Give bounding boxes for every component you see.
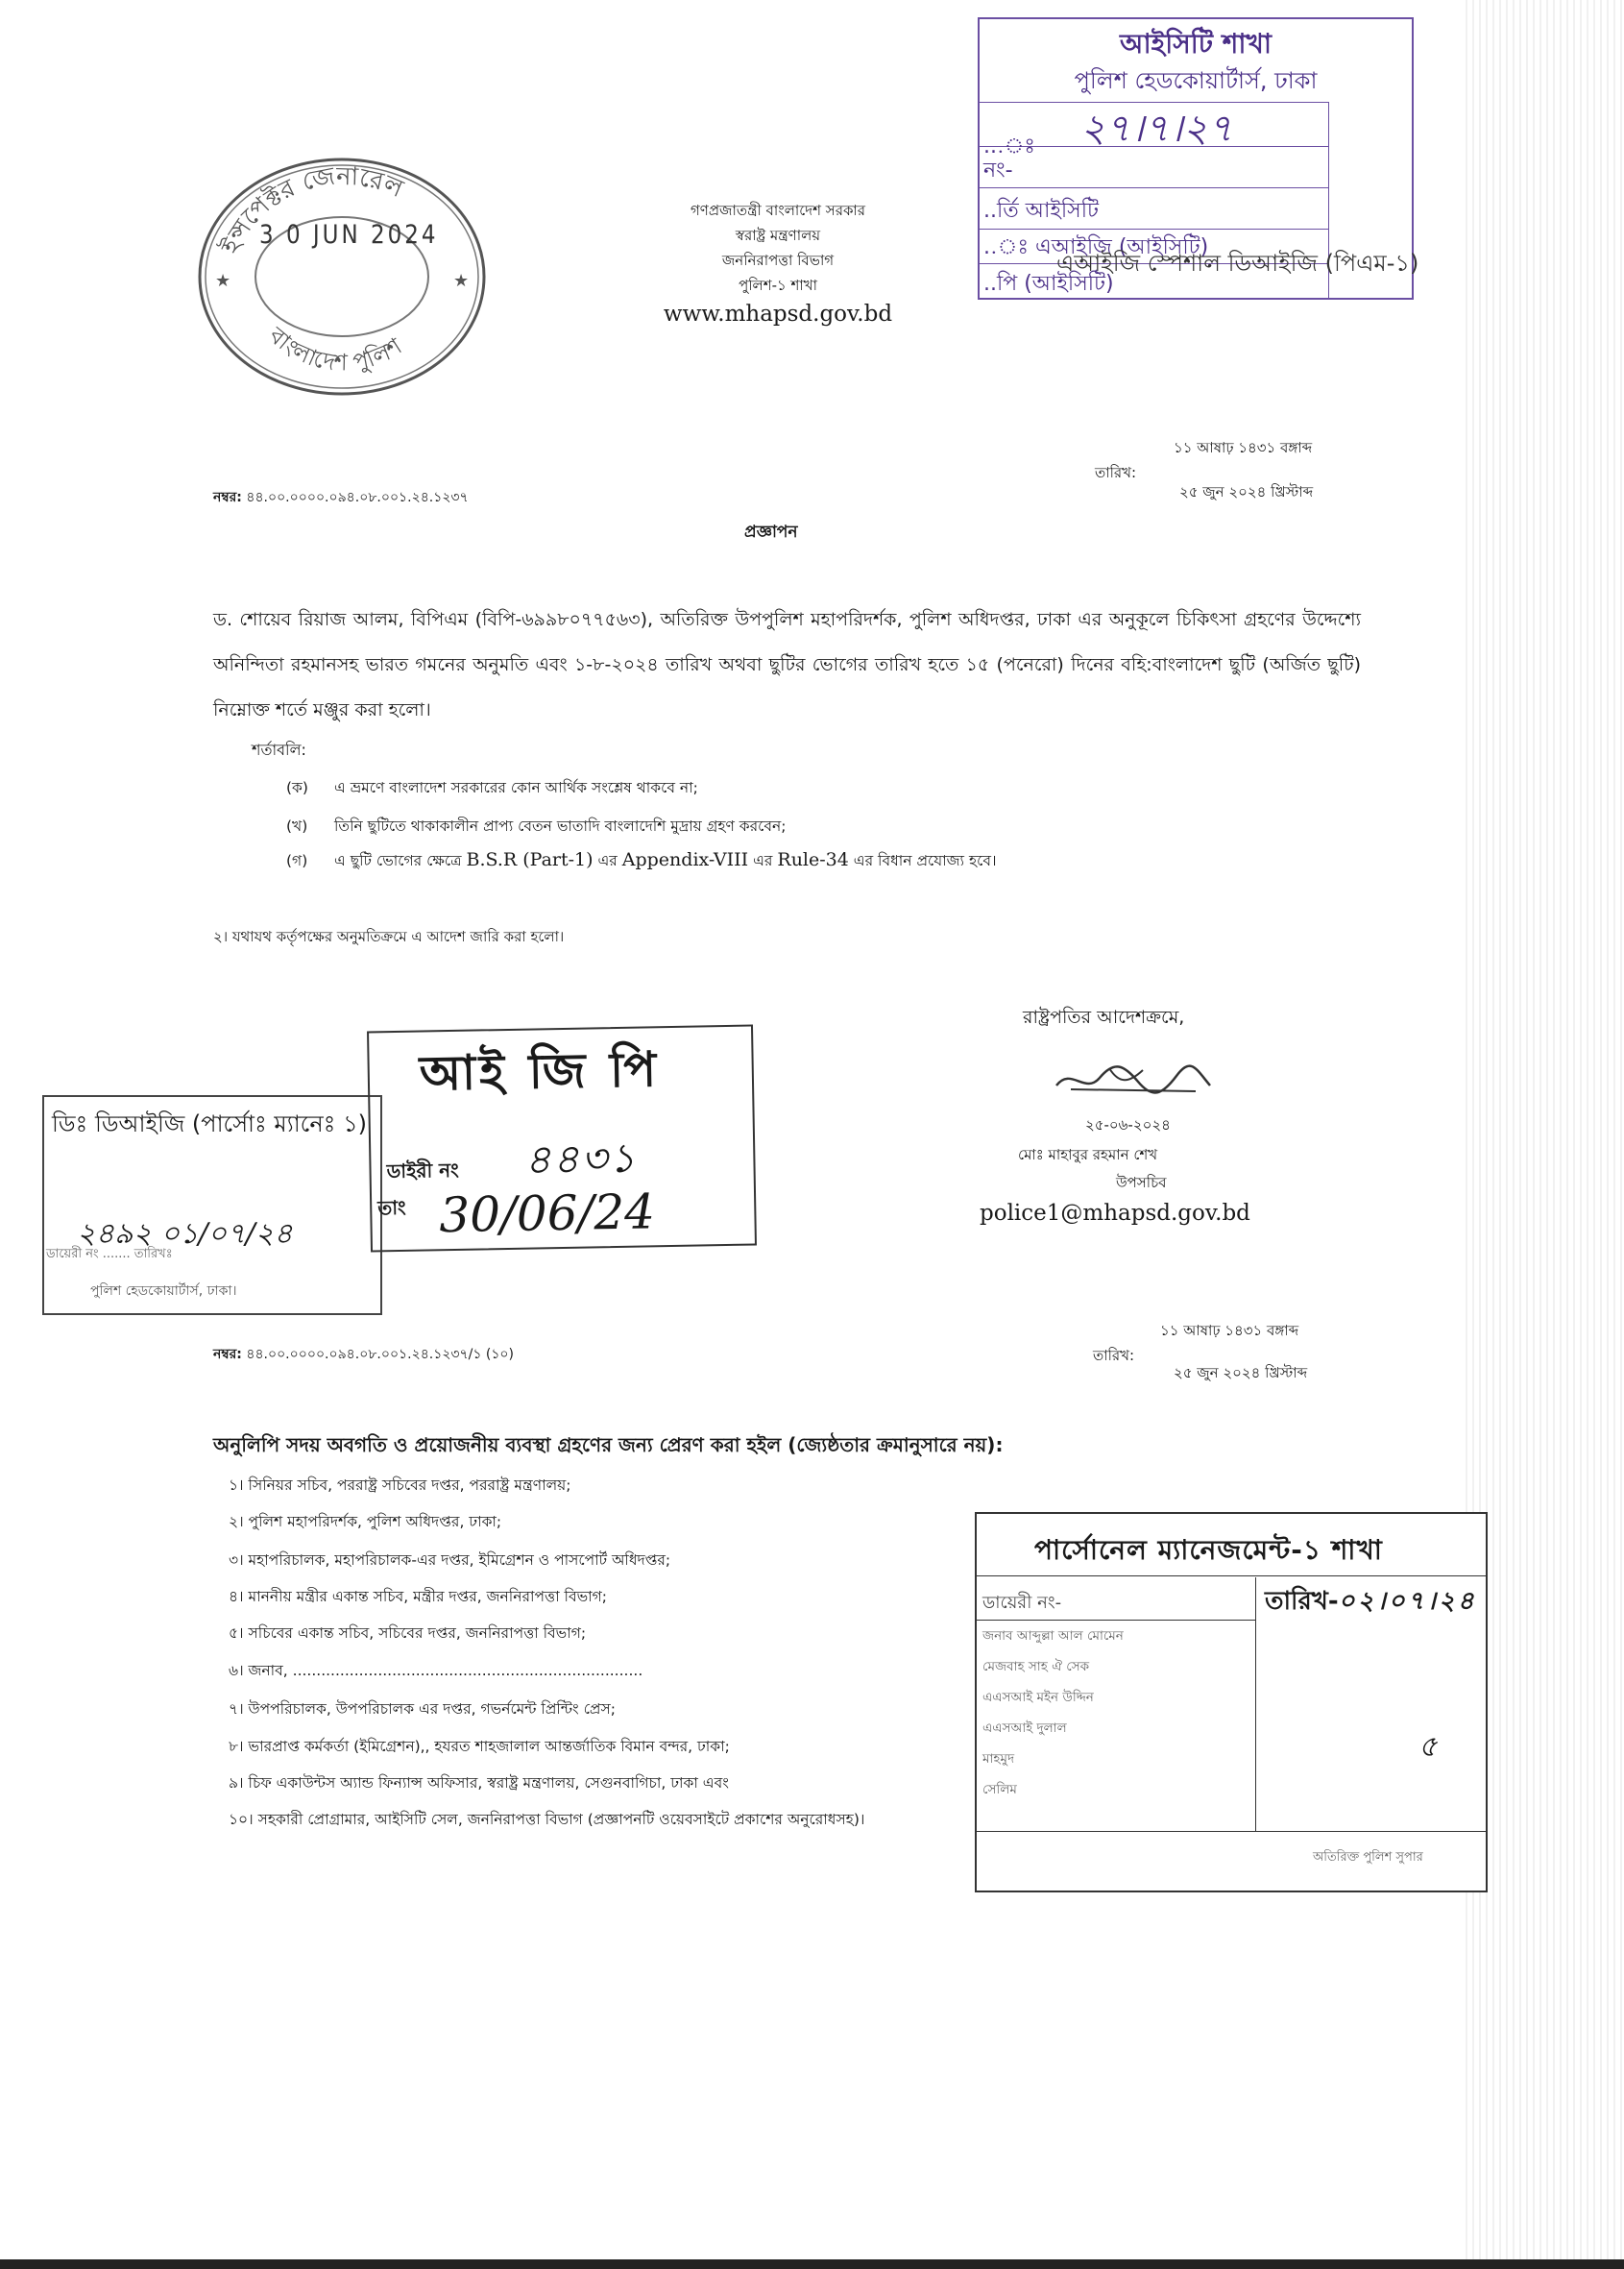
condition-item	[286, 776, 698, 801]
condition-marker: (গ)	[286, 852, 308, 869]
memo-date-label: তারিখ:	[1095, 464, 1137, 481]
pm-name: জনাব আব্দুল্লা আল মোমেন	[982, 1628, 1124, 1644]
condition-item	[286, 849, 997, 874]
cc-list-item: ৮। ভারপ্রাপ্ত কর্মকর্তা (ইমিগ্রেশন),, হযরত শাহজালাল আন্তর্জাতিক বিমান বন্দর, ঢাকা;	[229, 1738, 730, 1755]
scan-bottom-bar	[0, 2259, 1624, 2269]
svg-text:বাংলাদেশ পুলিশ	[263, 321, 407, 376]
signatory-email: police1@mhapsd.gov.bd	[980, 1201, 1250, 1226]
ict-row-4-overlay: এআইজি স্পেশাল ডিআইজি (পিএম-১)	[1056, 250, 1419, 277]
condition-text: এ ভ্রমণে বাংলাদেশ সরকারের কোন আর্থিক সংশ্লেষ থাকবে না;	[334, 779, 698, 796]
ict-diary-number: ২৭।৭।২৭	[1080, 107, 1233, 151]
memo-number-label: নম্বর:	[213, 490, 242, 505]
pm-stamp-title: পার্সোনেল ম্যানেজমেন্ট-১ শাখা	[1034, 1534, 1383, 1566]
seal-star-right: ★	[453, 271, 470, 291]
condition-text: এর বিধান প্রযোজ্য হবে।	[853, 852, 997, 869]
condition-item	[286, 815, 786, 840]
condition-marker: (ক)	[286, 779, 308, 796]
memo-date-en: ২৫ জুন ২০২৪ খ্রিস্টাব্দ	[1179, 483, 1314, 500]
pm-name: এএসআই দুলাল	[982, 1720, 1067, 1736]
notification-title: প্রজ্ঞাপন	[744, 523, 798, 542]
ict-row-5: ..পি (আইসিটি)	[983, 272, 1114, 296]
seal-top-text: ইন্সপেক্টর জেনারেল	[215, 161, 408, 258]
ict-branch-stamp	[978, 17, 1419, 300]
pm-handwritten-mark: ৫	[1418, 1730, 1438, 1764]
pm-name: মেজবাহ সাহ ঐ সেক	[982, 1659, 1090, 1674]
seal-star-left: ★	[215, 271, 231, 291]
seal-bottom-text: বাংলাদেশ পুলিশ	[263, 322, 407, 377]
cc-list-item: ৫। সচিবের একান্ত সচিব, সচিবের দপ্তর, জননিরাপত্তা বিভাগ;	[229, 1624, 587, 1642]
signature-heading: রাষ্ট্রপতির আদেশক্রমে,	[1023, 1007, 1185, 1028]
memo2-date-en: ২৫ জুন ২০২৪ খ্রিস্টাব্দ	[1174, 1364, 1308, 1381]
dig-stamp-bottom: পুলিশ হেডকোয়ার্টার্স, ঢাকা।	[90, 1283, 237, 1299]
memo2-number	[213, 1343, 514, 1366]
ict-no-label: নং-	[983, 159, 1013, 183]
pm-diary-label: ডায়েরী নং-	[982, 1593, 1062, 1613]
memo-date-bn: ১১ আষাঢ় ১৪৩১ বঙ্গাব্দ	[1174, 439, 1313, 456]
condition-text: এর	[753, 852, 773, 869]
pm-name: সেলিম	[982, 1782, 1017, 1797]
header-government: গণপ্রজাতন্ত্রী বাংলাদেশ সরকার	[690, 202, 866, 219]
pm-stamp-footer: অতিরিক্ত পুলিশ সুপার	[1313, 1850, 1423, 1865]
scan-edge-lines	[1461, 0, 1624, 2269]
header-division: জননিরাপত্তা বিভাগ	[721, 252, 835, 269]
igp-date-value: 30/06/24	[438, 1183, 656, 1244]
memo-number-value: ৪৪.০০.০০০০.০৯৪.০৮.০০১.২৪.১২৩৭	[246, 490, 469, 505]
order-paragraph-2: ২। যথাযথ কর্তৃপক্ষের অনুমতিক্রমে এ আদেশ জারি করা হলো।	[213, 928, 565, 945]
pm-name: মাহমুদ	[982, 1751, 1015, 1767]
pm-name: এএসআই মইন উদ্দিন	[982, 1690, 1094, 1705]
police-seal	[192, 146, 492, 402]
condition-text: তিনি ছুটিতে থাকাকালীন প্রাপ্য বেতন ভাতাদি বাংলাদেশি মুদ্রায় গ্রহণ করবেন;	[334, 817, 787, 835]
signature-date: ২৫-০৬-২০২৪	[1085, 1116, 1171, 1134]
notification-body: ড. শোয়েব রিয়াজ আলম, বিপিএম (বিপি-৬৯৯৮০৭৭৫৬৩), অতিরিক্ত উপপুলিশ মহাপরিদর্শক, পুলিশ অধিদপ্তর, ঢাকা এর অনুকূলে চিকিৎসা গ্রহণের উদ্দেশ্যে অনিন্দিতা রহমানসহ ভারত গমনের অনুমতি এবং ১-৮-২০২৪ তারিখ অথবা ছুটির ভোগের তারিখ হতে ১৫ (পনেরো) দিনের বহি:বাংলাদেশ ছুটি (অর্জিত ছুটি) নিম্নোক্ত শর্তে মঞ্জুর করা হলো।	[213, 609, 1361, 720]
ict-diary-label: ...ঃ	[983, 134, 1036, 159]
signatory-name: মোঃ মাহাবুর রহমান শেখ	[1018, 1146, 1158, 1163]
memo-number	[213, 486, 469, 509]
pm-date-label: তারিখ-	[1265, 1587, 1339, 1616]
memo2-number-label: নম্বর:	[213, 1347, 242, 1362]
condition-bsr: B.S.R (Part-1)	[466, 849, 594, 870]
header-branch: পুলিশ-১ শাখা	[739, 277, 817, 294]
cc-title: অনুলিপি সদয় অবগতি ও প্রয়োজনীয় ব্যবস্থা গ্রহণের জন্য প্রেরণ করা হইল (জ্যেষ্ঠতার ক্রমানুসারে নয়):	[213, 1433, 1004, 1456]
cc-list-item: ৬। জনাব, ..........................................................................	[229, 1662, 643, 1679]
ict-row-3: ..র্তি আইসিটি	[983, 199, 1099, 223]
condition-text: এর	[597, 852, 618, 869]
igp-stamp	[367, 1025, 757, 1253]
igp-stamp-title: আই জি পি	[419, 1041, 661, 1102]
cc-list-item: ৩। মহাপরিচালক, মহাপরিচালক-এর দপ্তর, ইমিগ্রেশন ও পাসপোর্ট অধিদপ্তর;	[229, 1551, 671, 1569]
header-website: www.mhapsd.gov.bd	[663, 302, 893, 327]
memo2-date-label: তারিখ:	[1093, 1347, 1135, 1364]
igp-date-label: তাং	[377, 1195, 406, 1220]
letterhead	[576, 198, 980, 327]
igp-diary-number: ৪৪৩১	[523, 1134, 638, 1183]
memo2-number-value: ৪৪.০০.০০০০.০৯৪.০৮.০০১.২৪.১২৩৭/১ (১০)	[246, 1347, 514, 1362]
ict-stamp-subtitle: পুলিশ হেডকোয়ার্টার্স, ঢাকা	[1074, 67, 1318, 94]
cc-list-item: ১। সিনিয়র সচিব, পররাষ্ট্র সচিবের দপ্তর, পররাষ্ট্র মন্ত্রণালয়;	[229, 1476, 571, 1494]
ict-stamp-title: আইসিটি শাখা	[1120, 28, 1272, 60]
dig-handwritten-entry: ২৪৯২ ০১/০৭/২৪	[77, 1217, 293, 1251]
conditions-label: শর্তাবলি:	[252, 741, 306, 759]
signatory-designation: উপসচিব	[1116, 1174, 1167, 1191]
pm-date-value: ০২।০৭।২৪	[1338, 1587, 1477, 1616]
memo2-date-bn: ১১ আষাঢ় ১৪৩১ বঙ্গাব্দ	[1160, 1322, 1299, 1339]
cc-list-item: ৪। মাননীয় মন্ত্রীর একান্ত সচিব, মন্ত্রীর দপ্তর, জননিরাপত্তা বিভাগ;	[229, 1588, 608, 1605]
condition-text: এ ছুটি ভোগের ক্ষেত্রে	[334, 852, 462, 869]
seal-date: 3 0 JUN 2024	[259, 221, 439, 250]
personnel-management-stamp	[975, 1512, 1488, 1892]
cc-list-item: ১০। সহকারী প্রোগ্রামার, আইসিটি সেল, জননিরাপত্তা বিভাগ (প্রজ্ঞাপনটি ওয়েবসাইটে প্রকাশের অনুরোধসহ)।	[229, 1811, 865, 1828]
cc-list-item: ৭। উপপরিচালক, উপপরিচালক এর দপ্তর, গভর্নমেন্ট প্রিন্টিং প্রেস;	[229, 1700, 616, 1718]
header-ministry: স্বরাষ্ট্র মন্ত্রণালয়	[735, 227, 821, 244]
signature-scribble	[1052, 1057, 1215, 1105]
dig-stamp-title: ডিঃ ডিআইজি (পার্সোঃ ম্যানেঃ ১)	[52, 1110, 368, 1137]
cc-list-item: ৯। চিফ একাউন্টস অ্যান্ড ফিন্যান্স অফিসার, স্বরাষ্ট্র মন্ত্রণালয়, সেগুনবাগিচা, ঢাকা এবং	[229, 1774, 729, 1792]
ict-row-4: ..ঃ এআইজি (আইসিটি)	[983, 235, 1209, 259]
igp-diary-label: ডাইরী নং	[386, 1158, 459, 1183]
condition-marker: (খ)	[286, 817, 308, 835]
cc-list-item: ২। পুলিশ মহাপরিদর্শক, পুলিশ অধিদপ্তর, ঢাকা;	[229, 1513, 502, 1530]
condition-rule: Rule-34	[777, 849, 849, 870]
condition-appendix: Appendix-VIII	[621, 849, 749, 870]
dig-field-labels: ডায়েরী নং ....... তারিখঃ	[46, 1247, 173, 1261]
dig-stamp	[42, 1095, 382, 1315]
